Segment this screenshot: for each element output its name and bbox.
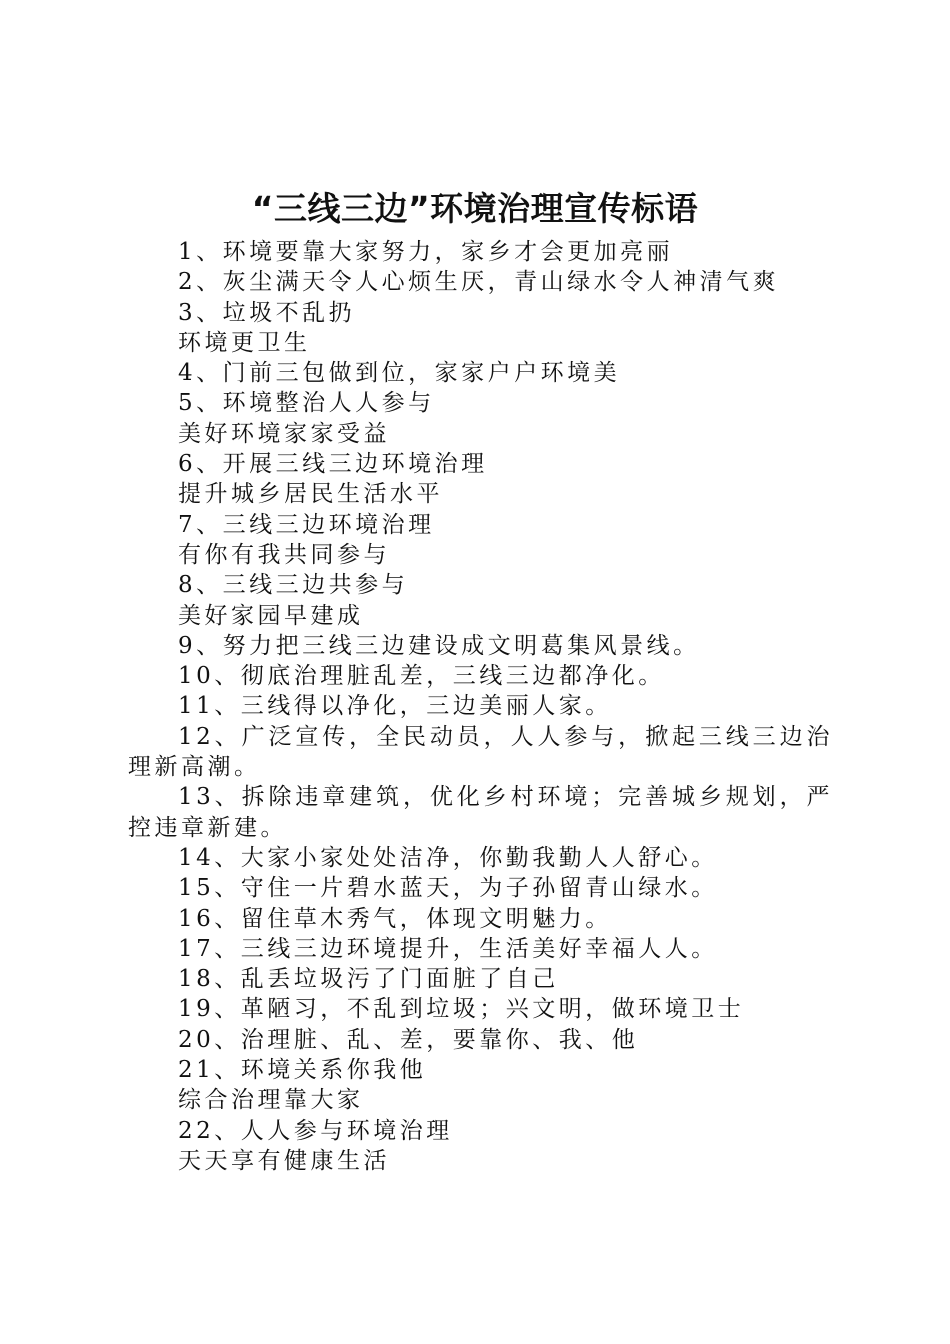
list-item: 18、乱丢垃圾污了门面脏了自己 <box>178 966 559 993</box>
list-item: 环境更卫生 <box>178 329 311 356</box>
page-title: “三线三边”环境治理宣传标语 <box>251 189 699 228</box>
list-item: 9、努力把三线三边建设成文明葛集风景线。 <box>178 632 700 659</box>
list-item: 15、守住一片碧水蓝天，为子孙留青山绿水。 <box>178 875 718 902</box>
list-item: 天天享有健康生活 <box>178 1147 390 1174</box>
list-item: 11、三线得以净化，三边美丽人家。 <box>178 693 612 720</box>
list-item: 20、治理脏、乱、差，要靠你、我、他 <box>178 1026 639 1053</box>
list-item: 12、广泛宣传，全民动员，人人参与，掀起三线三边治理新高潮。 <box>128 723 833 781</box>
list-item: 美好家园早建成 <box>178 602 364 629</box>
list-item: 提升城乡居民生活水平 <box>178 481 443 508</box>
list-item: 2、灰尘满天令人心烦生厌，青山绿水令人神清气爽 <box>178 269 780 296</box>
list-item: 17、三线三边环境提升，生活美好幸福人人。 <box>178 935 718 962</box>
list-item: 5、环境整治人人参与 <box>178 390 435 417</box>
list-item: 14、大家小家处处洁净，你勤我勤人人舒心。 <box>178 844 718 871</box>
list-item: 8、三线三边共参与 <box>178 572 409 599</box>
list-item: 7、三线三边环境治理 <box>178 511 435 538</box>
list-item: 13、拆除违章建筑，优化乡村环境；完善城乡规划，严控违章新建。 <box>128 784 833 841</box>
list-item: 22、人人参与环境治理 <box>178 1117 453 1144</box>
list-item: 4、门前三包做到位，家家户户环境美 <box>178 360 621 387</box>
slogan-list <box>128 237 833 1176</box>
list-item: 美好环境家家受益 <box>178 420 390 447</box>
list-item: 有你有我共同参与 <box>178 541 390 568</box>
list-item: 综合治理靠大家 <box>178 1087 364 1114</box>
list-item: 21、环境关系你我他 <box>178 1057 427 1084</box>
list-item: 16、留住草木秀气，体现文明魅力。 <box>178 905 612 932</box>
list-item: 10、彻底治理脏乱差，三线三边都净化。 <box>178 663 665 690</box>
list-item: 6、开展三线三边环境治理 <box>178 451 488 478</box>
list-item: 1、环境要靠大家努力，家乡才会更加亮丽 <box>178 239 674 265</box>
list-item: 3、垃圾不乱扔 <box>178 299 356 326</box>
list-item: 19、革陋习，不乱到垃圾；兴文明，做环境卫士 <box>178 996 745 1023</box>
